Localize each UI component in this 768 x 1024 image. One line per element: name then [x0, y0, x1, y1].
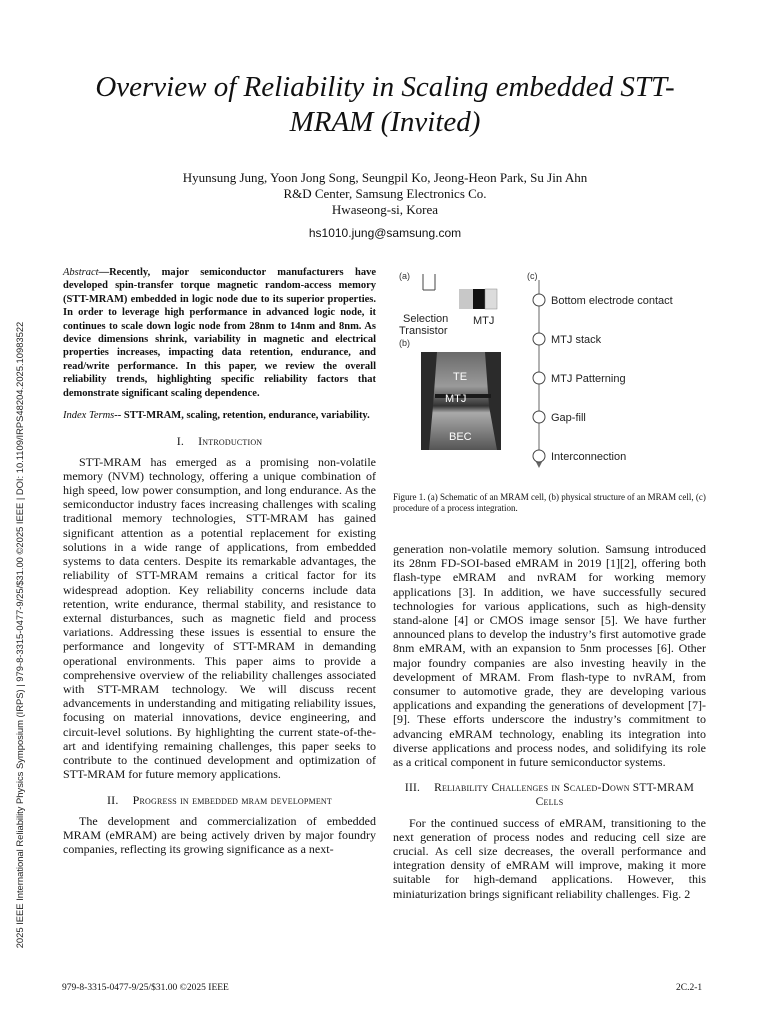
selection-transistor-label: Selection Transistor — [399, 313, 449, 337]
panel-b-label: (b) — [399, 338, 410, 348]
abstract — [63, 266, 376, 400]
paper-title: Overview of Reliability in Scaling embedded STT-MRAM (Invited) — [95, 71, 675, 138]
reliability-challenges-paragraph: For the continued success of eMRAM, transitioning to the next generation of process nodes and reducing cell size are crucial. As cell size decreases, the overall performance and integration density of eMRAM will improve, making it more suitable for high-demand applications. However, this miniaturization brings significant reliability challenges. Fig. 2 — [393, 815, 706, 901]
process-step-label: MTJ Patterning — [551, 373, 626, 385]
author-block — [80, 170, 690, 241]
process-step-marker — [533, 372, 545, 384]
process-step-marker — [533, 294, 545, 306]
author-affiliation: R&D Center, Samsung Electronics Co. — [283, 186, 487, 201]
process-step-marker — [533, 333, 545, 345]
mtj-tem-label: MTJ — [445, 393, 467, 405]
mtj-layer-2 — [473, 289, 485, 309]
introduction-paragraph: STT-MRAM has emerged as a promising non-volatile memory (NVM) technology, offering a unique combination of high speed, low power consumption, and long endurance. As the semiconductor industry faces increasing challenges with scaling traditional memory technologies, STT-MRAM has gained significant attention as a potential replacement for existing solutions in a wide range of applications, from embedded systems to data centers. Despite its remarkable advantages, the reliability of STT-MRAM remains a critical factor for its widespread adoption. Key reliability concerns include data retention, write endurance, thermal stability, and resistance to external disturbances, such as magnetic field and process variations. Addressing these issues is essential to ensure the performance and longevity of STT-MRAM in demanding operational environments. This paper aims to provide a comprehensive overview of the reliability challenges associated with STT-MRAM technology. We will discuss recent advancements in understanding and mitigating reliability issues, focusing on material innovations, device engineering, and circuit-level solutions. By highlighting the current state-of-the-art and identifying remaining challenges, this paper seeks to contribute to the continued development and optimization of STT-MRAM for future memory applications. — [63, 454, 376, 782]
index-terms — [63, 409, 376, 422]
process-step-label: MTJ stack — [551, 334, 602, 346]
index-terms-text: -- STT-MRAM, scaling, retention, endurance, variability. — [114, 410, 370, 422]
te-label: TE — [453, 371, 468, 383]
mtj-schematic-label: MTJ — [473, 315, 495, 327]
right-column — [393, 266, 706, 901]
panel-c-label: (c) — [527, 271, 538, 281]
author-location: Hwaseong-si, Korea — [331, 202, 439, 217]
footer-page-id: 2C.2-1 — [676, 983, 703, 993]
progress-paragraph-continued: generation non-volatile memory solution. Samsung introduced its 28nm FD-SOI-based eMRAM in 2019 [1][2], offering both flash-type eMRAM and nvRAM for working memory applications [3]. In addition, we have successfully secured technologies for various applications, such as high-density stand-alone [4] or CMOS image sensor [5]. We have further announced plans to develop the industry’s first automotive grade 8nm eMRAM, with an expansion to 5nm processes [6]. Other major foundry companies are also investing heavily in the development of MRAM. From flash-type to nvRAM, from consumer to automotive grade, they are developing various applications and expanding the generations of development [7]-[9]. These efforts underscore the industry’s commitment to advancing eMRAM technology, enabling its integration into diverse applications and process nodes, and solidifying its role as a critical component in future semiconductor systems. — [393, 542, 706, 770]
process-flow-arrowhead — [536, 462, 542, 468]
section-heading-introduction: I. Introduction — [176, 434, 263, 449]
figure-1-caption: Figure 1. (a) Schematic of an MRAM cell, (b) physical structure of an MRAM cell, (c) procedure of a process integration. — [393, 492, 706, 513]
process-step-marker — [533, 411, 545, 423]
side-citation-note — [12, 320, 28, 950]
process-step-marker — [533, 450, 545, 462]
process-step-label: Interconnection — [551, 451, 627, 463]
figure-1-graphic — [393, 266, 706, 484]
process-step-label: Bottom electrode contact — [551, 295, 673, 307]
abstract-lead: Abstract — [63, 267, 99, 278]
author-email: hs1010.jung@samsung.com — [308, 226, 462, 240]
index-terms-lead: Index Terms — [63, 410, 115, 422]
process-step-label: Gap-fill — [551, 412, 586, 424]
section-heading-reliability-challenges: III. Reliability Challenges in Scaled-Down STT-MRAM Cells — [404, 782, 695, 809]
side-citation-text: 2025 IEEE International Reliability Physics Symposium (IRPS) | 979-8-3315-0477-9/25/$31.00 ©2025 IEEE | DOI: 10.1109/IRPS48204.2025.10983522 — [14, 321, 25, 949]
figure-1 — [393, 266, 706, 484]
left-column — [63, 266, 376, 856]
progress-paragraph: The development and commercialization of embedded MRAM (eMRAM) are being actively driven by major foundry companies, reflecting its growing significance as a next- — [63, 813, 376, 856]
panel-a-label: (a) — [399, 271, 410, 281]
abstract-text: —Recently, major semiconductor manufacturers have developed spin-transfer torque magnetic random-access memory (STT-MRAM) embedded in logic node due to its superior properties. In order to leverage high performance in advanced logic node, it continues to scale down logic node from 28nm to 14nm and 8nm. As device dimensions shrink, variability in magnetic and electrical properties increases, impacting data retention, endurance, and read/write performance. In this paper, we review the overall reliability trends, highlighting specific reliability factors that demonstrate significant scaling dependence. — [63, 267, 376, 399]
bec-label: BEC — [449, 431, 472, 443]
mtj-layer-3 — [485, 289, 497, 309]
section-heading-progress: II. Progress in embedded mram development — [106, 793, 332, 808]
process-steps — [533, 294, 673, 463]
footer-copyright: 979-8-3315-0477-9/25/$31.00 ©2025 IEEE — [62, 983, 229, 993]
mtj-layer-1 — [459, 289, 473, 309]
author-names: Hyunsung Jung, Yoon Jong Song, Seungpil Ko, Jeong-Heon Park, Su Jin Ahn — [182, 170, 588, 185]
